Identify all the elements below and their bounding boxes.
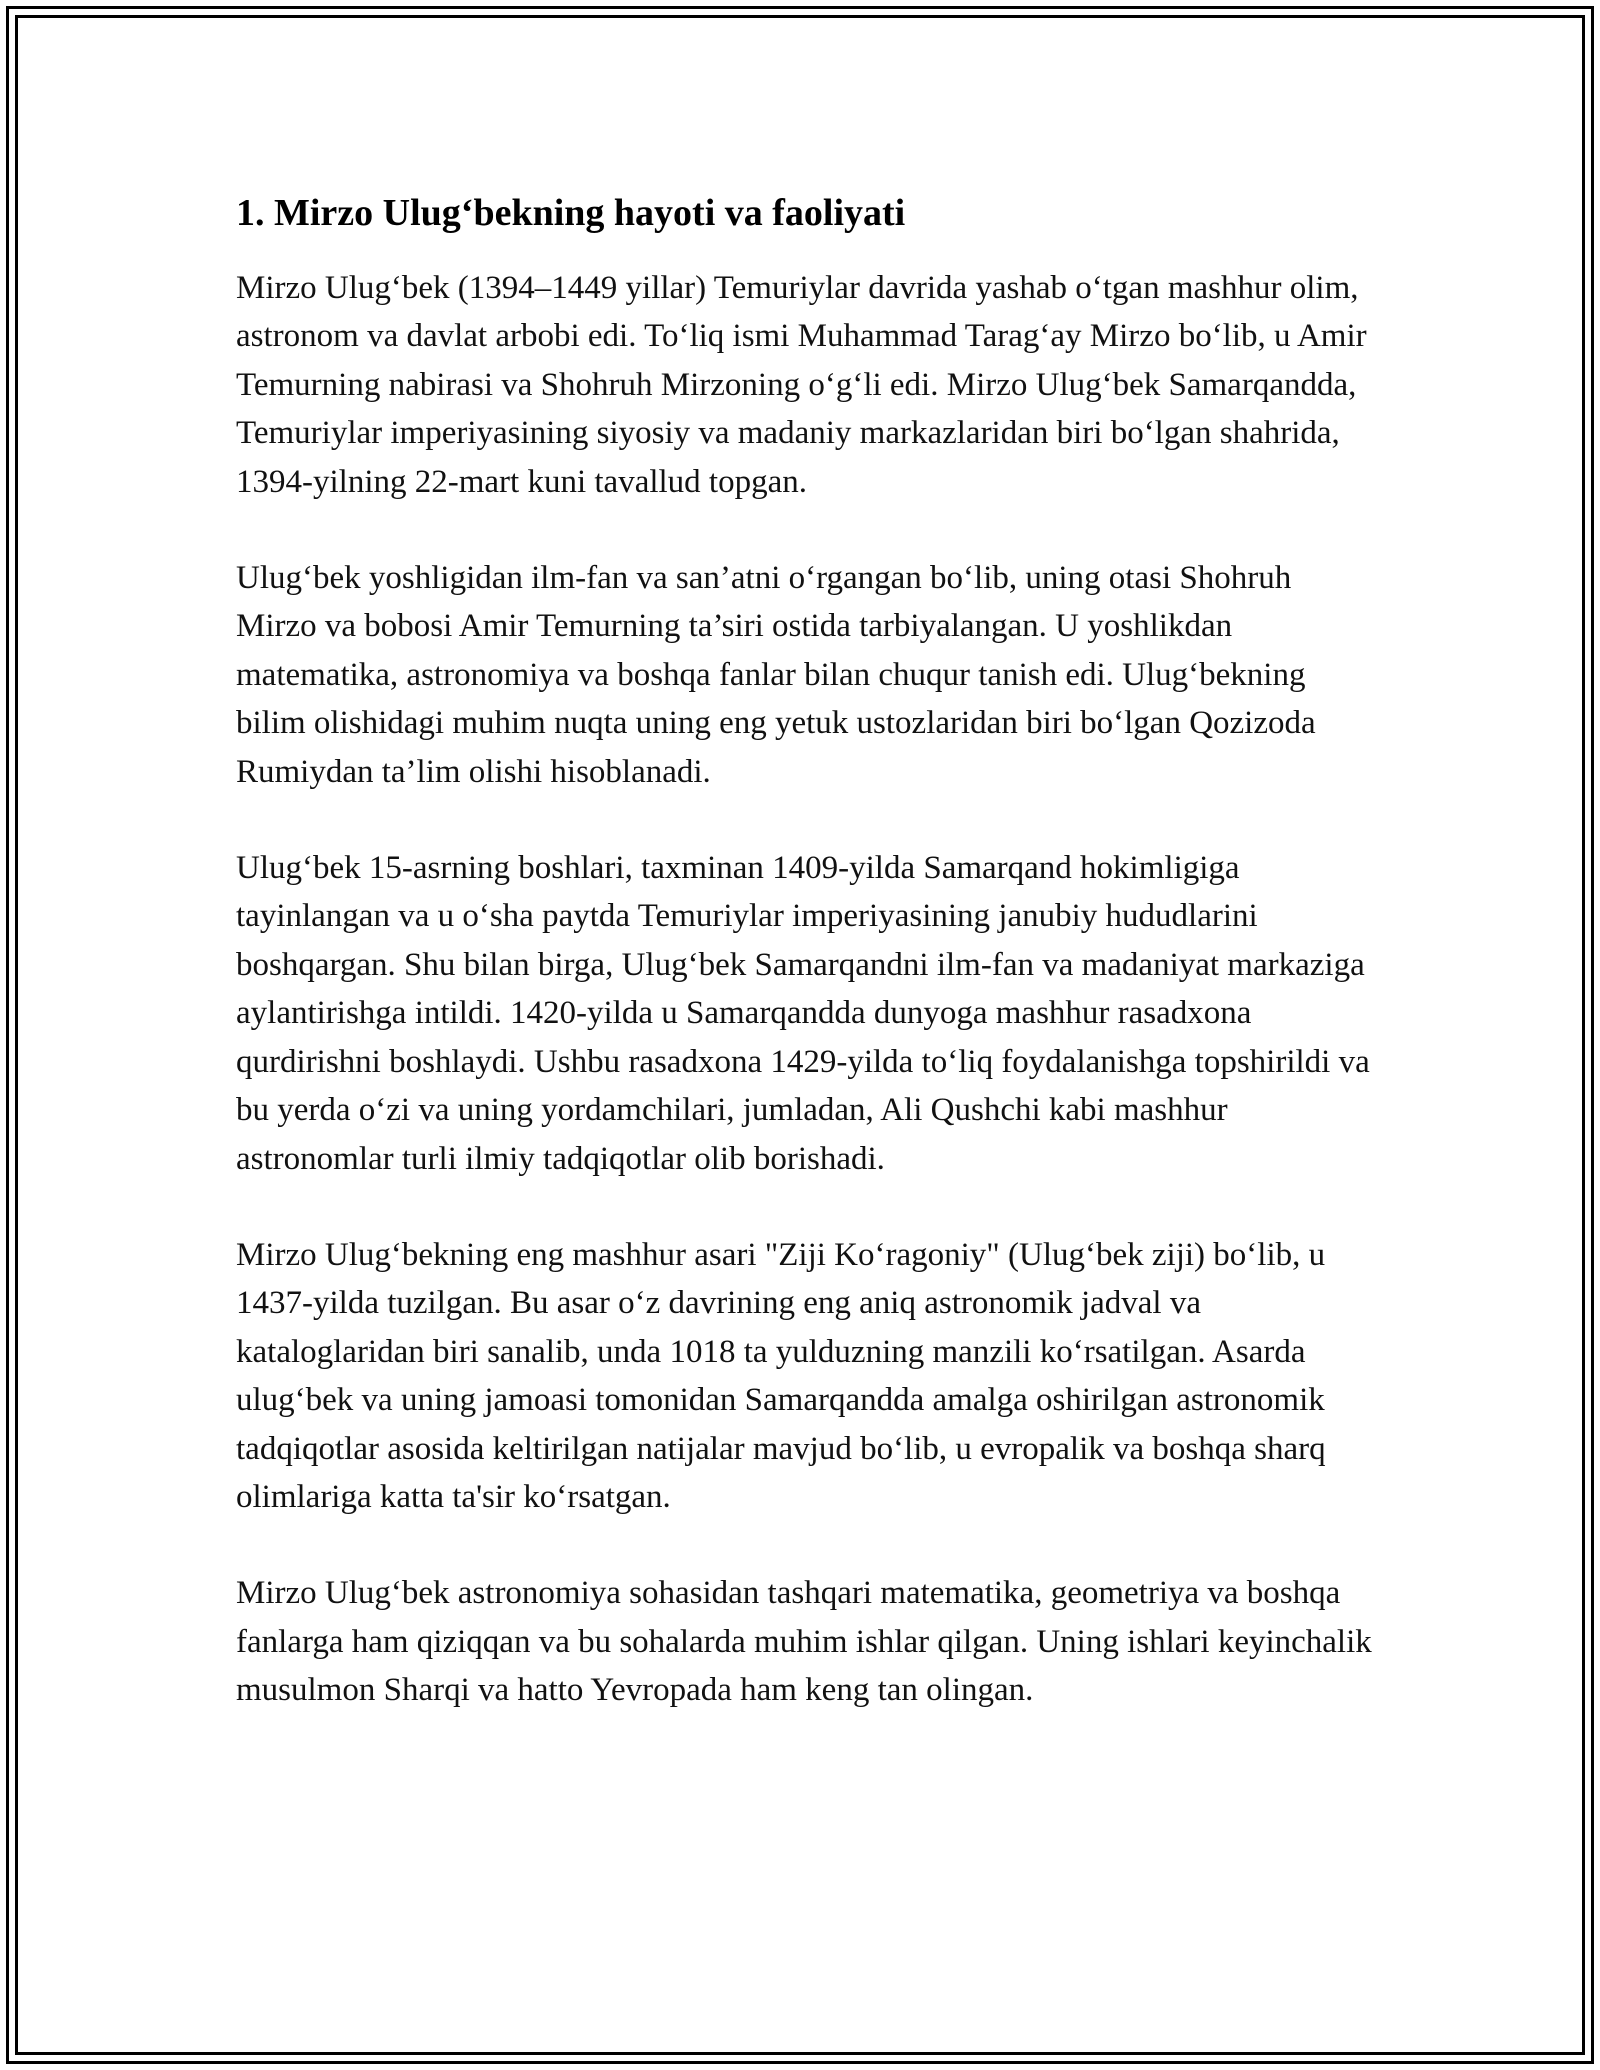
paragraph-education: Ulug‘bek yoshligidan ilm-fan va san’atni o‘rgangan bo‘lib, uning otasi Shohruh Mirzo va bobosi Amir Temurning ta’siri ostida tarbiyalangan. U yoshlikdan matematika, astronomiya va boshqa fanlar bilan chuqur tanish edi. Ulug‘bekning bilim olishidagi muhim nuqta uning eng yetuk ustozlaridan biri bo‘lgan Qozizoda Rumiydan ta’lim olishi hisoblanadi. [236,560,1316,790]
paragraph-governance-observatory: Ulug‘bek 15-asrning boshlari, taxminan 1409-yilda Samarqand hokimligiga tayinlangan va u o‘sha paytda Temuriylar imperiyasining janubiy hududlarini boshqargan. Shu bilan birga, Ulug‘bek Samarqandni ilm-fan va madaniyat markaziga aylantirishga intildi. 1420-yilda u Samarqandda dunyoga mashhur rasadxona qurdirishni boshlaydi. Ushbu rasadxona 1429-yilda to‘liq foydalanishga topshirildi va bu yerda o‘zi va uning yordamchilari, jumladan, Ali Qushchi kabi mashhur astronomlar turli ilmiy tadqiqotlar olib borishadi. [236,850,1370,1177]
section-heading: 1. Mirzo Ulug‘bekning hayoti va faoliyati [236,192,906,234]
document-body [236,184,1376,1763]
paragraph-biography-intro: Mirzo Ulug‘bek (1394–1449 yillar) Temuriylar davrida yashab o‘tgan mashhur olim, astronom va davlat arbobi edi. To‘liq ismi Muhammad Tarag‘ay Mirzo bo‘lib, u Amir Temurning nabirasi va Shohruh Mirzoning o‘g‘li edi. Mirzo Ulug‘bek Samarqandda, Temuriylar imperiyasining siyosiy va madaniy markazlaridan biri bo‘lgan shahrida, 1394-yilning 22-mart kuni tavallud topgan. [236,270,1367,500]
paragraph-other-sciences: Mirzo Ulug‘bek astronomiya sohasidan tashqari matematika, geometriya va boshqa fanlarga ham qiziqqan va bu sohalarda muhim ishlar qilgan. Uning ishlari keyinchalik musulmon Sharqi va hatto Yevropada ham keng tan olingan. [236,1575,1372,1709]
paragraph-zij-work: Mirzo Ulug‘bekning eng mashhur asari "Ziji Ko‘ragoniy" (Ulug‘bek ziji) bo‘lib, u 1437-yilda tuzilgan. Bu asar o‘z davrining eng aniq astronomik jadval va kataloglaridan biri sanalib, unda 1018 ta yulduzning manzili ko‘rsatilgan. Asarda ulug‘bek va uning jamoasi tomonidan Samarqandda amalga oshirilgan astronomik tadqiqotlar asosida keltirilgan natijalar mavjud bo‘lib, u evropalik va boshqa sharq olimlariga katta ta'sir ko‘rsatgan. [236,1236,1326,1515]
